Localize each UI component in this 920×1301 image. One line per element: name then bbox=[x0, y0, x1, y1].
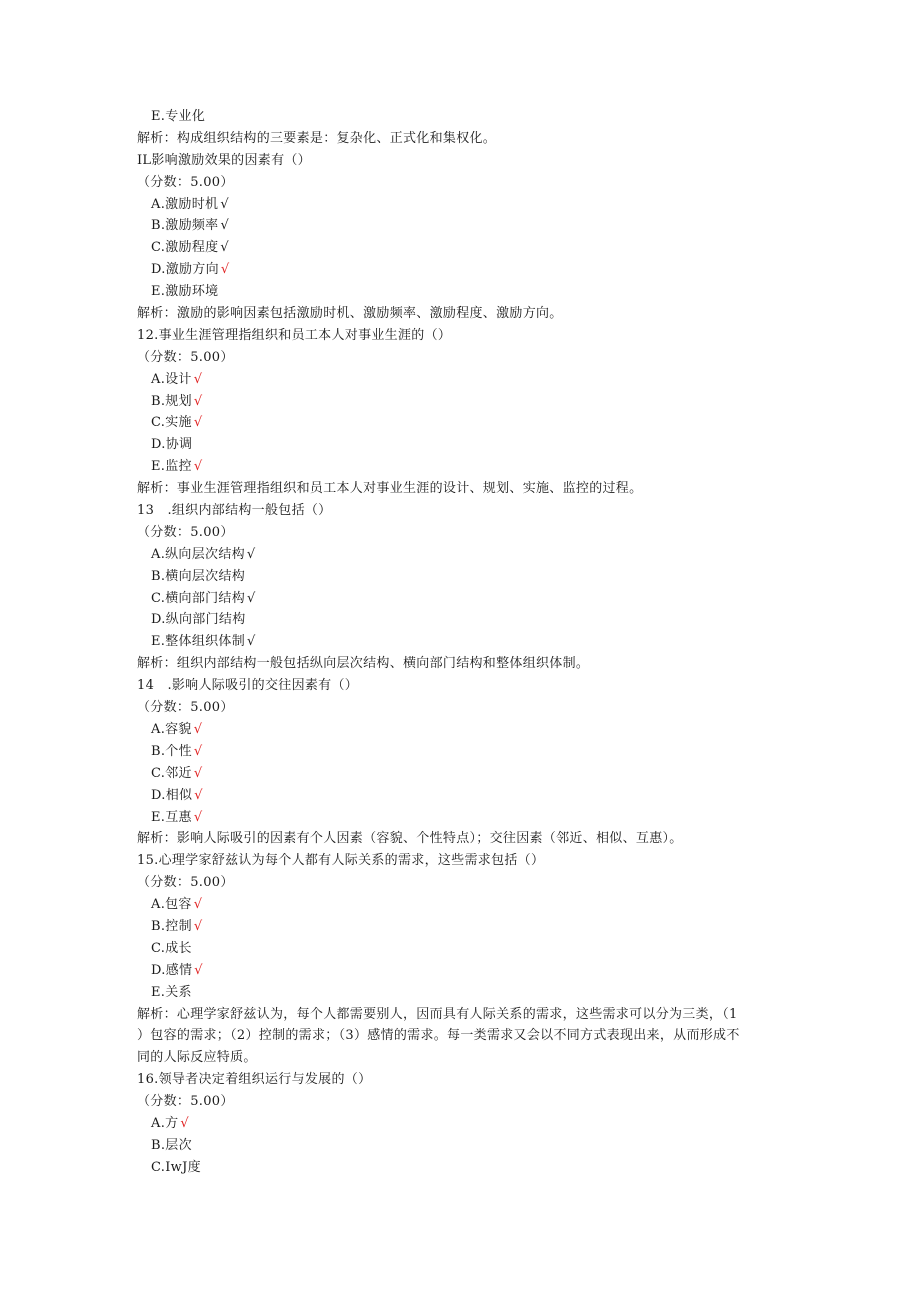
line-text: B.控制 bbox=[151, 918, 192, 934]
line-text: E.专业化 bbox=[151, 109, 206, 124]
line-text: D.激励方向 bbox=[151, 262, 219, 278]
line-text: 解析：心理学家舒兹认为，每个人都需要别人，因而具有人际关系的需求，这些需求可以分为三类，（1 bbox=[137, 1006, 738, 1022]
line-text: A.纵向层次结构 bbox=[151, 546, 245, 562]
line-text: ）包容的需求；（2）控制的需求；（3）感情的需求。每一类需求又会以不同方式表现出来，从而形成不 bbox=[137, 1028, 740, 1044]
checkmark-icon: √ bbox=[247, 634, 256, 650]
answer-option bbox=[0, 237, 920, 259]
checkmark-icon: √ bbox=[193, 721, 203, 737]
line-text: C.实施 bbox=[151, 415, 192, 431]
line-text: B.横向层次结构 bbox=[151, 568, 246, 584]
checkmark-icon: √ bbox=[220, 240, 230, 256]
line-text: 15.心理学家舒兹认为每个人都有人际关系的需求，这些需求包括（） bbox=[137, 853, 545, 869]
checkmark-icon: √ bbox=[180, 1115, 190, 1131]
analysis-text bbox=[0, 303, 920, 325]
line-text: 12.事业生涯管理指组织和员工本人对事业生涯的（） bbox=[137, 327, 452, 343]
line-text: IL影响激励效果的因素有（） bbox=[137, 152, 311, 168]
answer-option bbox=[0, 566, 920, 588]
line-text: A.包容 bbox=[151, 897, 192, 913]
answer-option bbox=[0, 763, 920, 785]
line-text: （分数：5.00） bbox=[137, 174, 234, 190]
question-text bbox=[0, 150, 920, 172]
line-text: E.互惠 bbox=[151, 809, 192, 825]
checkmark-icon: √ bbox=[193, 459, 203, 475]
answer-option bbox=[0, 916, 920, 938]
answer-option bbox=[0, 259, 920, 281]
line-text: 16.领导者决定着组织运行与发展的（） bbox=[137, 1072, 372, 1088]
answer-option bbox=[0, 1113, 920, 1135]
answer-option bbox=[0, 938, 920, 960]
analysis-text bbox=[0, 653, 920, 675]
line-text: A.设计 bbox=[151, 371, 192, 387]
line-text: D.纵向部门结构 bbox=[151, 612, 246, 628]
answer-option bbox=[0, 1157, 920, 1179]
checkmark-icon: √ bbox=[220, 262, 230, 278]
question-text bbox=[0, 500, 920, 522]
exam-document bbox=[0, 106, 920, 1179]
answer-option bbox=[0, 609, 920, 631]
question-text bbox=[0, 325, 920, 347]
answer-option bbox=[0, 544, 920, 566]
checkmark-icon: √ bbox=[194, 962, 203, 978]
line-text: 解析：组织内部结构一般包括纵向层次结构、横向部门结构和整体组织体制。 bbox=[137, 656, 590, 672]
analysis-text bbox=[0, 478, 920, 500]
analysis-text bbox=[0, 1004, 920, 1026]
checkmark-icon: √ bbox=[193, 765, 203, 781]
line-text: E.监控 bbox=[151, 459, 192, 475]
checkmark-icon: √ bbox=[194, 787, 203, 803]
question-text bbox=[0, 1069, 920, 1091]
checkmark-icon: √ bbox=[193, 415, 203, 431]
line-text: D.相似 bbox=[151, 787, 193, 803]
answer-option bbox=[0, 391, 920, 413]
answer-option bbox=[0, 719, 920, 741]
checkmark-icon: √ bbox=[247, 590, 256, 606]
checkmark-icon: √ bbox=[193, 393, 203, 409]
checkmark-icon: √ bbox=[193, 743, 203, 759]
line-text: 14 .影响人际吸引的交往因素有（） bbox=[137, 678, 359, 694]
checkmark-icon: √ bbox=[193, 809, 203, 825]
line-text: （分数：5.00） bbox=[137, 349, 234, 365]
checkmark-icon: √ bbox=[193, 371, 203, 387]
score-label bbox=[0, 347, 920, 369]
answer-option bbox=[0, 215, 920, 237]
answer-option bbox=[0, 631, 920, 653]
score-label bbox=[0, 522, 920, 544]
line-text: （分数：5.00） bbox=[137, 1094, 234, 1110]
line-text: （分数：5.00） bbox=[137, 875, 234, 891]
answer-option bbox=[0, 369, 920, 391]
line-text: D.感情 bbox=[151, 962, 193, 978]
line-text: E.激励环境 bbox=[151, 284, 219, 300]
answer-option bbox=[0, 456, 920, 478]
answer-option bbox=[0, 807, 920, 829]
answer-option bbox=[0, 588, 920, 610]
score-label bbox=[0, 172, 920, 194]
line-text: A.方 bbox=[151, 1115, 179, 1131]
answer-option bbox=[0, 434, 920, 456]
line-text: （分数：5.00） bbox=[137, 524, 234, 540]
checkmark-icon: √ bbox=[246, 546, 256, 562]
line-text: A.激励时机 bbox=[151, 196, 219, 212]
line-text: B.个性 bbox=[151, 743, 192, 759]
checkmark-icon: √ bbox=[193, 897, 203, 913]
line-text: C.IwJ度 bbox=[151, 1159, 201, 1175]
line-text: C.邻近 bbox=[151, 765, 192, 781]
answer-option bbox=[0, 281, 920, 303]
question-text bbox=[0, 850, 920, 872]
line-text: B.层次 bbox=[151, 1137, 192, 1153]
score-label bbox=[0, 697, 920, 719]
answer-option bbox=[0, 982, 920, 1004]
line-text: 解析：激励的影响因素包括激励时机、激励频率、激励程度、激励方向。 bbox=[137, 306, 563, 322]
answer-option bbox=[0, 194, 920, 216]
answer-option bbox=[0, 785, 920, 807]
line-text: 13 .组织内部结构一般包括（） bbox=[137, 503, 332, 519]
line-text: E.关系 bbox=[151, 984, 192, 1000]
line-text: 解析：事业生涯管理指组织和员工本人对事业生涯的设计、规划、实施、监控的过程。 bbox=[137, 481, 643, 497]
line-text: 解析：构成组织结构的三要素是：复杂化、正式化和集权化。 bbox=[137, 130, 497, 146]
answer-option bbox=[0, 741, 920, 763]
checkmark-icon: √ bbox=[193, 918, 203, 934]
line-text: 解析：影响人际吸引的因素有个人因素（容貌、个性特点）；交往因素（邻近、相似、互惠）。 bbox=[137, 831, 683, 847]
analysis-text bbox=[0, 1047, 920, 1069]
question-text bbox=[0, 675, 920, 697]
line-text: B.规划 bbox=[151, 393, 192, 409]
line-text: B.激励频率 bbox=[151, 218, 219, 234]
line-text: E.整体组织体制 bbox=[151, 634, 246, 650]
score-label bbox=[0, 1091, 920, 1113]
line-text: C.横向部门结构 bbox=[151, 590, 246, 606]
line-text: A.容貌 bbox=[151, 721, 192, 737]
score-label bbox=[0, 872, 920, 894]
answer-option bbox=[0, 1135, 920, 1157]
analysis-text bbox=[0, 1025, 920, 1047]
line-text: C.成长 bbox=[151, 940, 192, 956]
checkmark-icon: √ bbox=[220, 196, 229, 212]
line-text: 同的人际反应特质。 bbox=[137, 1050, 257, 1066]
line-text: C.激励程度 bbox=[151, 240, 219, 256]
line-text: D.协调 bbox=[151, 437, 193, 453]
answer-option bbox=[0, 960, 920, 982]
line-text: （分数：5.00） bbox=[137, 700, 234, 716]
answer-option bbox=[0, 894, 920, 916]
answer-option bbox=[0, 106, 920, 128]
checkmark-icon: √ bbox=[220, 218, 230, 234]
analysis-text bbox=[0, 128, 920, 150]
analysis-text bbox=[0, 828, 920, 850]
answer-option bbox=[0, 412, 920, 434]
